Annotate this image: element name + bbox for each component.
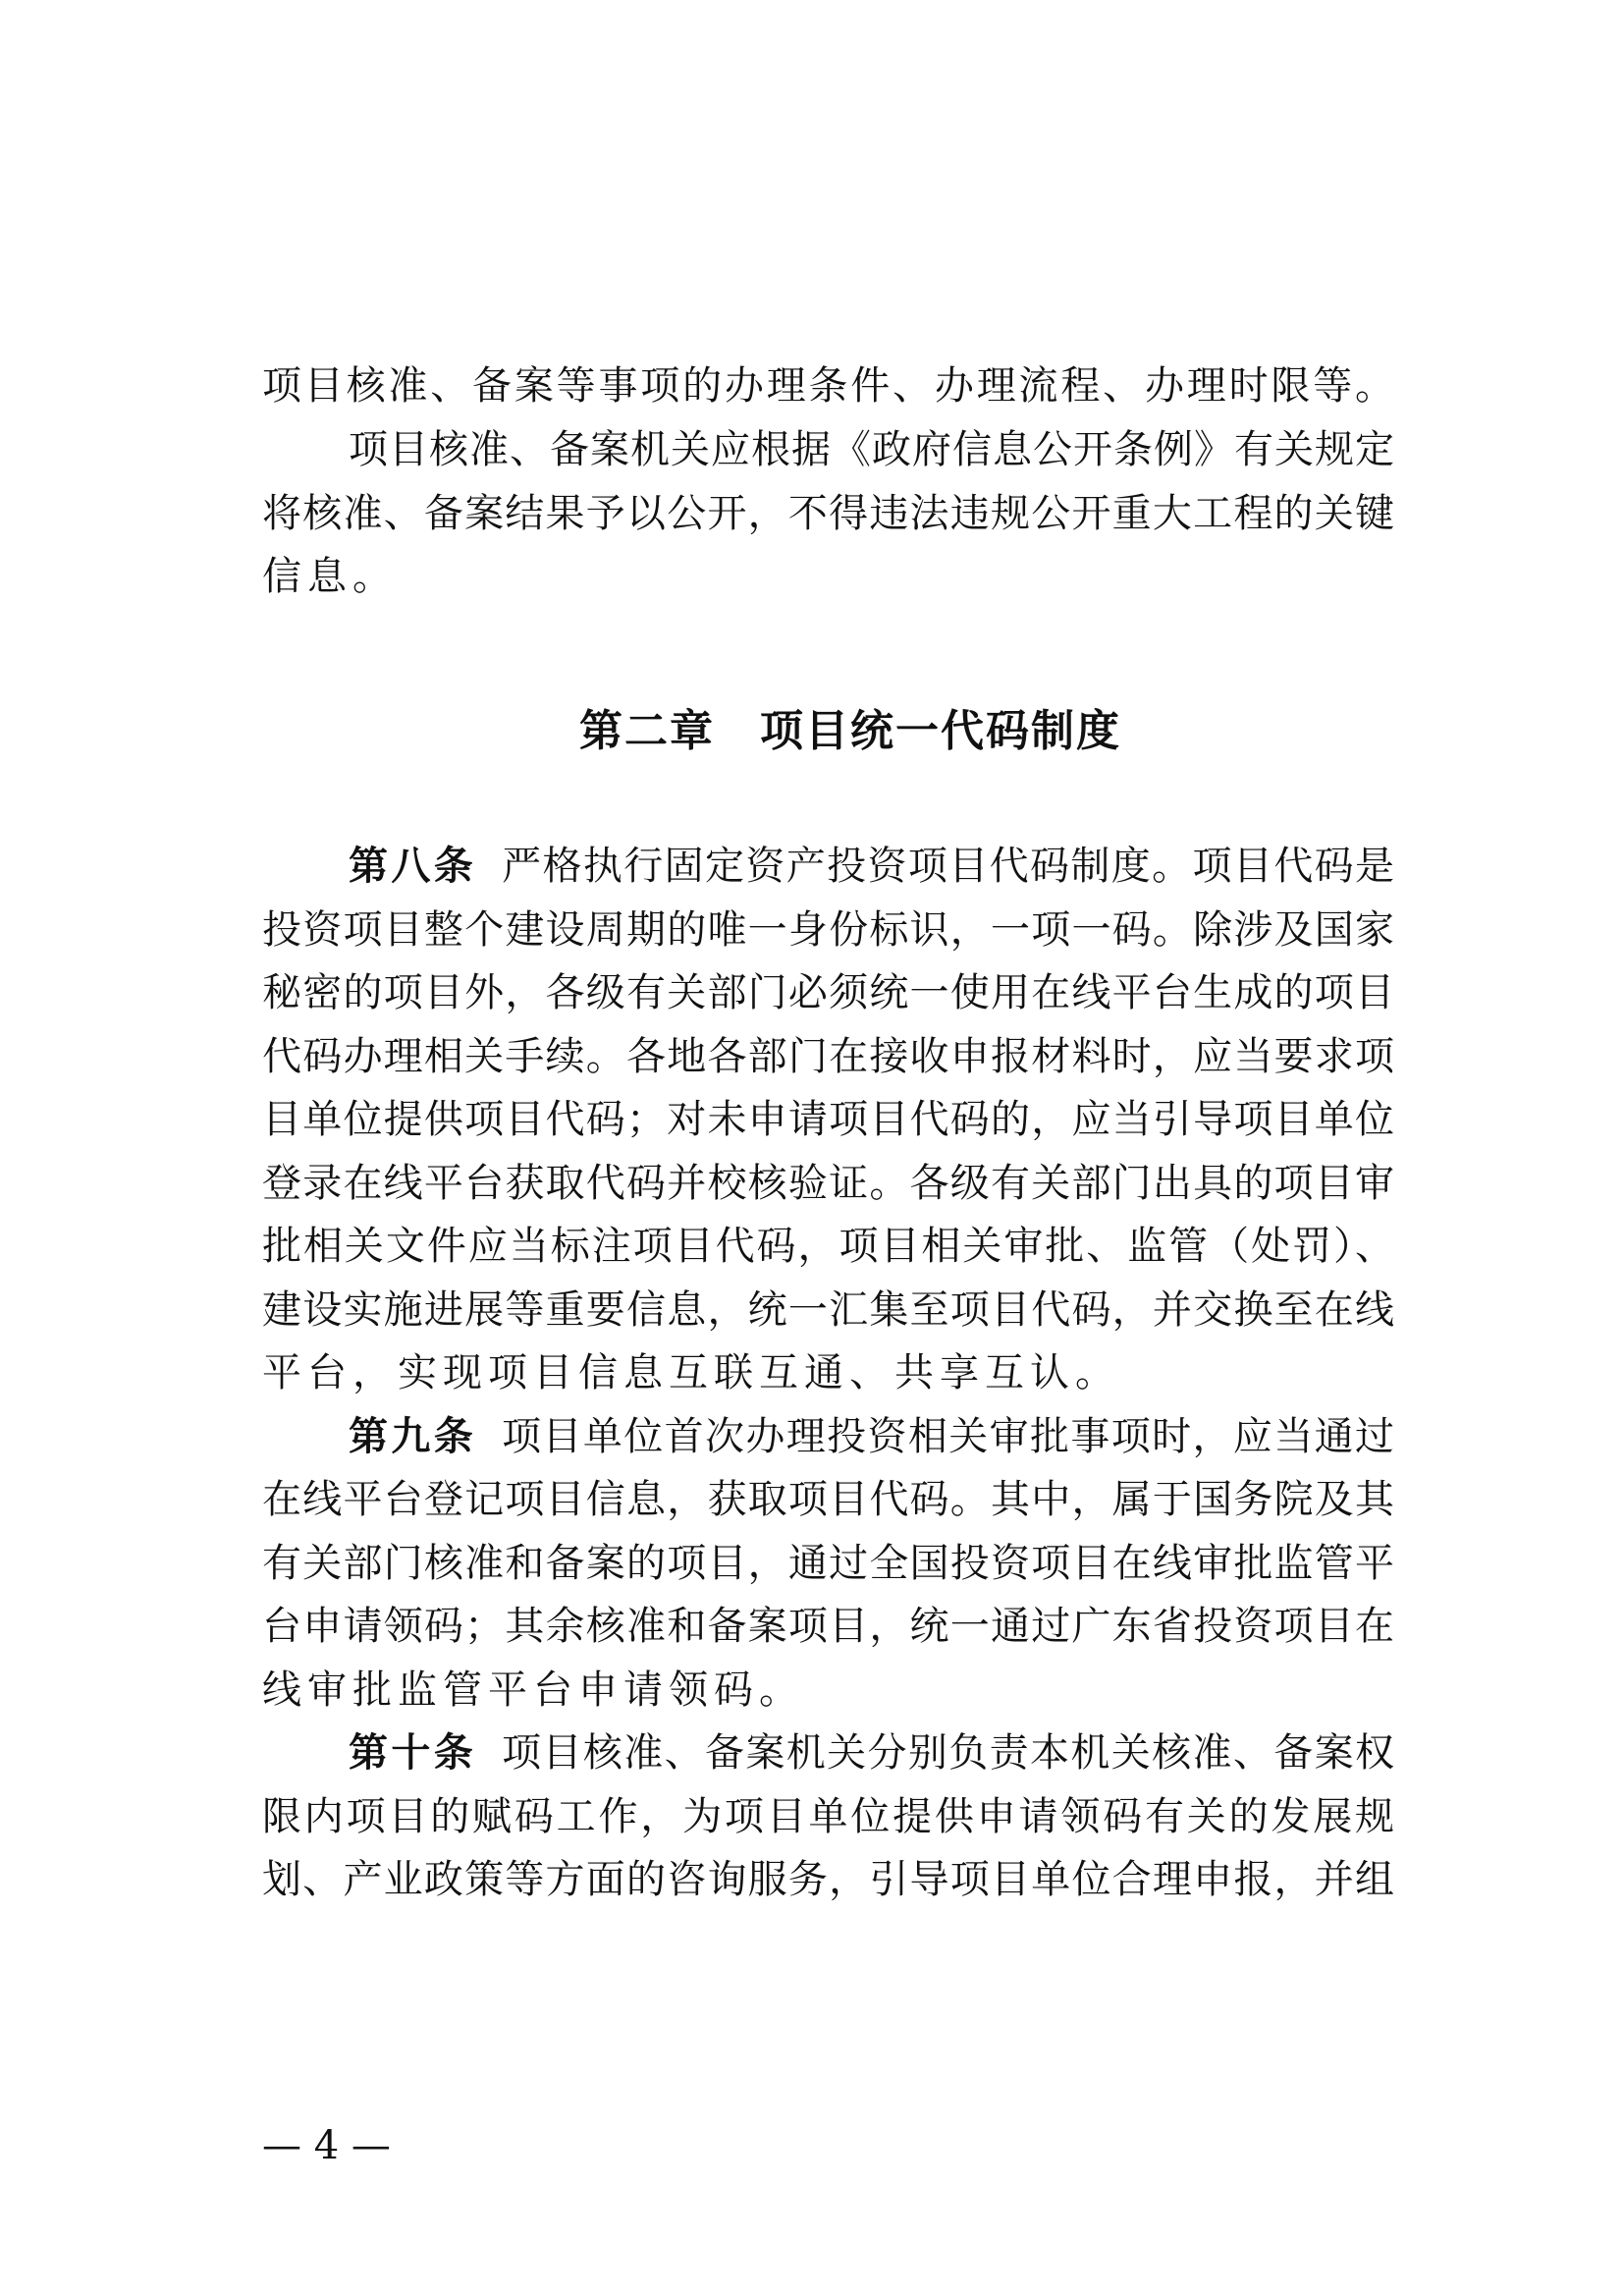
text-line bbox=[262, 1215, 1394, 1279]
paragraph-continued bbox=[262, 355, 1394, 418]
article-text: 在线平台登记项目信息，获取项目代码。其中，属于国务院及其 bbox=[262, 1477, 1394, 1522]
text-line bbox=[262, 899, 1394, 962]
article-number: 第九条 bbox=[349, 1413, 477, 1459]
article-text: 秘密的项目外，各级有关部门必须统一使用在线平台生成的项目 bbox=[262, 970, 1394, 1015]
article-text: 投资项目整个建设周期的唯一身份标识，一项一码。除涉及国家 bbox=[262, 906, 1394, 953]
text-line bbox=[262, 1848, 1394, 1912]
text-line bbox=[262, 1595, 1394, 1659]
text-line bbox=[262, 961, 1394, 1025]
page-number: — 4 — bbox=[262, 2123, 391, 2168]
text-line: 项目核准、备案机关应根据《政府信息公开条例》有关规定 bbox=[349, 427, 1394, 472]
chapter-title: 第二章 项目统一代码制度 bbox=[579, 706, 1121, 756]
article-text: 建设实施进展等重要信息，统一汇集至项目代码，并交换至在线 bbox=[262, 1286, 1394, 1333]
text-line bbox=[262, 1468, 1394, 1532]
text-line bbox=[262, 1025, 1394, 1089]
text-line bbox=[262, 1532, 1394, 1596]
article-text: 目单位提供项目代码；对未申请项目代码的，应当引导项目单位 bbox=[262, 1097, 1394, 1142]
article-text: 登录在线平台获取代码并校核验证。各级有关部门出具的项目审 bbox=[262, 1160, 1394, 1206]
article-9 bbox=[262, 1405, 1394, 1722]
article-8 bbox=[262, 835, 1394, 1405]
paragraph-disclosure bbox=[262, 418, 1394, 609]
text-line bbox=[262, 1088, 1394, 1152]
text-line bbox=[262, 1405, 1394, 1469]
article-text: 平台，实现项目信息互联互通、共享互认。 bbox=[262, 1350, 1120, 1395]
article-number: 第十条 bbox=[349, 1730, 477, 1776]
text-line bbox=[262, 1152, 1394, 1216]
article-text: 项目核准、备案机关分别负责本机关核准、备案权 bbox=[502, 1730, 1394, 1776]
article-text: 有关部门核准和备案的项目，通过全国投资项目在线审批监管平 bbox=[262, 1540, 1394, 1586]
article-text: 台申请领码；其余核准和备案项目，统一通过广东省投资项目在 bbox=[262, 1604, 1394, 1649]
text-line bbox=[262, 1659, 1394, 1722]
article-text: 限内项目的赋码工作，为项目单位提供申请领码有关的发展规 bbox=[262, 1793, 1394, 1839]
article-number: 第八条 bbox=[349, 844, 477, 889]
article-text: 项目单位首次办理投资相关审批事项时，应当通过 bbox=[502, 1413, 1394, 1459]
article-text: 线审批监管平台申请领码。 bbox=[262, 1667, 804, 1713]
text-line bbox=[262, 1722, 1394, 1785]
text-line bbox=[262, 835, 1394, 899]
text-line: 将核准、备案结果予以公开，不得违法违规公开重大工程的关键 bbox=[262, 490, 1394, 536]
text-line: 信息。 bbox=[262, 554, 398, 599]
article-text: 严格执行固定资产投资项目代码制度。项目代码是 bbox=[502, 844, 1394, 889]
text-line bbox=[262, 1279, 1394, 1342]
article-10 bbox=[262, 1722, 1394, 1912]
text-line bbox=[262, 1341, 1394, 1405]
text-line: 项目核准、备案等事项的办理条件、办理流程、办理时限等。 bbox=[262, 363, 1394, 409]
text-line bbox=[262, 1785, 1394, 1849]
article-text: 代码办理相关手续。各地各部门在接收申报材料时，应当要求项 bbox=[262, 1033, 1394, 1079]
article-text: 划、产业政策等方面的咨询服务，引导项目单位合理申报，并组 bbox=[262, 1857, 1394, 1902]
article-text: 批相关文件应当标注项目代码，项目相关审批、监管（处罚）、 bbox=[262, 1224, 1394, 1269]
